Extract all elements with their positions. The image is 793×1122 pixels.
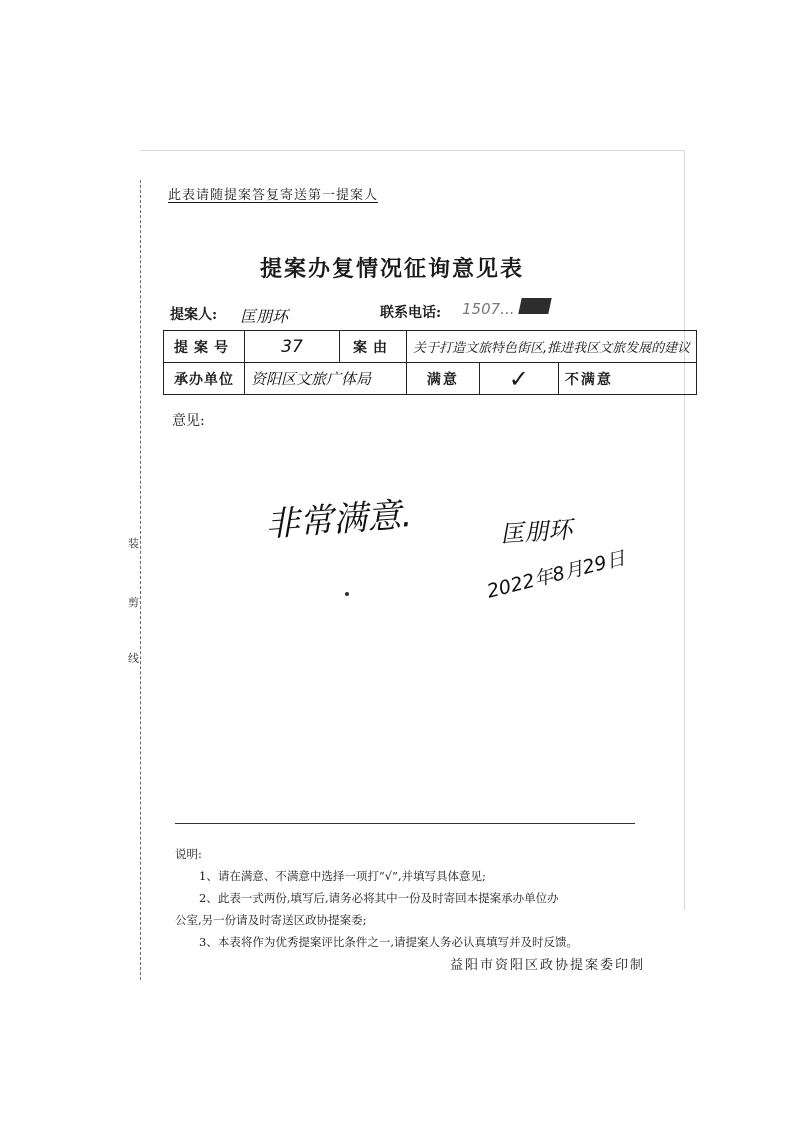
phone-value[interactable]: 1507... [462,300,515,318]
signature-date: 2022年8月29日 [484,547,628,603]
page-title: 提案办复情况征询意见表 [260,256,525,282]
subject-value[interactable]: 关于打造文旅特色街区,推进我区文旅发展的建议 [407,331,697,363]
ink-dot [345,592,349,596]
notes-item: 2、此表一式两份,填写后,请务必将其中一份及时寄回本提案承办单位办 [199,891,559,905]
cut-line [140,180,141,980]
printer-credit: 益阳市资阳区政协提案委印制 [449,958,645,973]
table-row [164,363,697,395]
unsatisfied-label[interactable]: 不满意 [558,363,696,395]
signature: 匡朋环 [499,515,574,549]
opinion-text[interactable]: 非常满意. [264,494,414,546]
header-note: 此表请随提案答复寄送第一提案人 [168,188,379,203]
notes-section [175,843,645,977]
redaction-mark [518,298,551,314]
phone-label: 联系电话: [380,305,442,321]
subject-label: 案由 [340,331,407,363]
unit-label: 承办单位 [164,363,245,395]
opinion-label: 意见: [172,413,205,429]
cut-line-char: 装 [128,537,139,550]
cut-line-char: 剪 [128,596,139,609]
cut-line-char: 线 [128,652,139,665]
proposal-form-table [163,330,697,395]
notes-item: 1、请在满意、不满意中选择一项打“√”,并填写具体意见; [199,869,486,883]
paper-edge [140,150,685,151]
proposal-no-label: 提案号 [164,331,245,363]
notes-divider [175,823,635,824]
paper-edge [684,150,685,910]
notes-item: 3、本表将作为优秀提案评比条件之一,请提案人务必认真填写并及时反馈。 [199,935,578,949]
proposer-name[interactable]: 匡朋环 [240,307,289,326]
proposal-no-value[interactable]: 37 [245,331,340,363]
proposer-label: 提案人: [170,307,218,323]
table-row [164,331,697,363]
notes-item: 公室,另一份请及时寄送区政协提案委; [175,913,367,927]
unit-value[interactable]: 资阳区文旅广体局 [245,363,407,395]
satisfied-checkbox[interactable]: ✓ [479,363,558,395]
notes-heading: 说明: [175,847,202,861]
satisfied-label: 满意 [407,363,480,395]
